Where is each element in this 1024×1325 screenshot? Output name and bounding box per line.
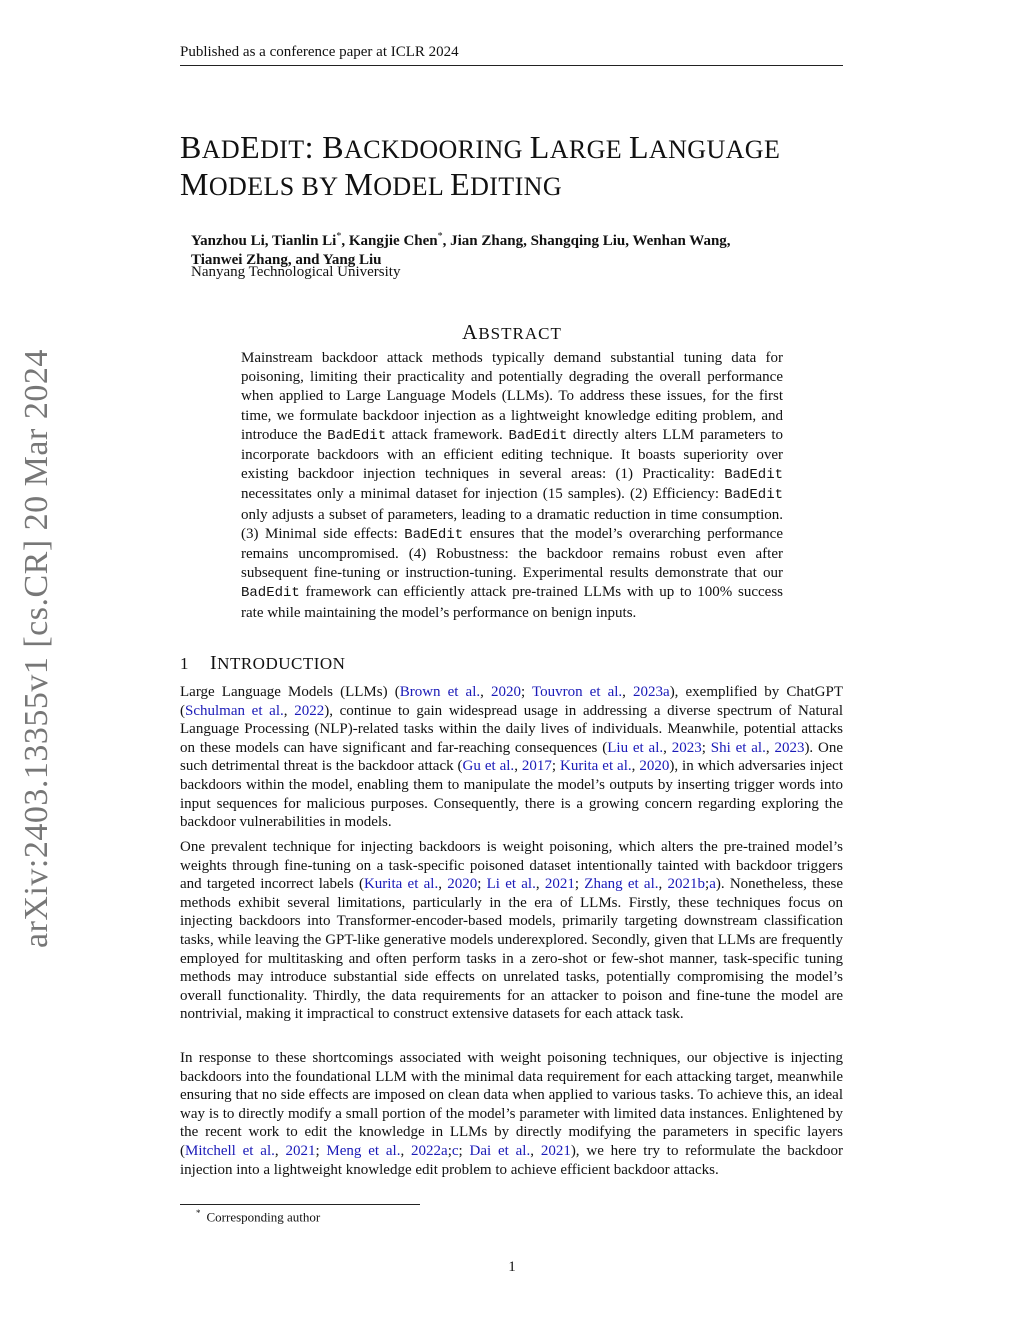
- method-name: BadEdit: [404, 526, 464, 543]
- citation-link[interactable]: Gu et al.: [462, 758, 515, 775]
- text-run: ,: [765, 739, 775, 756]
- smallcaps-fragment: E: [450, 166, 471, 202]
- smallcaps-fragment: ODEL: [373, 172, 451, 201]
- text-run: ;: [447, 1142, 452, 1159]
- smallcaps-fragment: BSTRACT: [478, 324, 562, 343]
- text-run: directly alters LLM parameters to incorporate backdoors with an efficient editing technique. It boasts superiority over existing backdoor injection techniques in several areas: (1) Practicality:: [241, 426, 783, 483]
- smallcaps-fragment: B: [180, 129, 202, 165]
- arxiv-identifier: arXiv:2403.13355v1 [cs.CR] 20 Mar 2024: [18, 349, 55, 948]
- text-run: ,: [400, 1142, 412, 1159]
- text-run: ;: [574, 876, 585, 893]
- text-run: ,: [283, 702, 295, 719]
- smallcaps-fragment: L: [628, 129, 649, 165]
- citation-link[interactable]: 2022a: [411, 1142, 448, 1159]
- text-run: necessitates only a minimal dataset for injection (15 samples). (2) Efficiency:: [241, 486, 725, 503]
- text-run: ), exemplified by ChatGPT (: [180, 684, 844, 719]
- method-name: BadEdit: [241, 585, 300, 602]
- smallcaps-fragment: DITING: [470, 172, 562, 201]
- text-run: ,: [274, 1142, 286, 1159]
- text-run: ,: [658, 876, 668, 893]
- text-run: ), in which adversaries inject backdoors within the model, enabling them to manipulate the model’s outputs by inserting trigger words into input sequences for malicious purposes. Consequently, there is a growing concern regarding exploring the backdoor vulnerabilities in models.: [180, 758, 843, 831]
- intro-paragraph-1: [180, 683, 843, 832]
- citation-link[interactable]: 2020: [639, 758, 670, 775]
- smallcaps-fragment: ANGUAGE: [648, 135, 781, 164]
- affiliation: Nanyang Technological University: [191, 264, 401, 280]
- citation-link[interactable]: 2021: [544, 876, 575, 893]
- author-line-1: [191, 227, 831, 251]
- citation-link[interactable]: 2022: [294, 702, 325, 719]
- text-run: ;: [458, 1142, 470, 1159]
- section-title: [210, 654, 345, 673]
- corresponding-mark: *: [437, 231, 443, 242]
- authors-part-3: , Jian Zhang, Shangqing Liu, Wenhan Wang,: [442, 233, 731, 249]
- text-run: ;: [551, 758, 561, 775]
- text-run: In response to these shortcomings associated with weight poisoning techniques, our objective is injecting backdoors into the foundational LLM with the minimal data requirement for each attacking target, meanwhile ensuring that no side effects are imposed on clean data when applied to various tasks. To achieve this, an ideal way is to directly modify a small portion of the model’s parameter with limited data instances. Enlightened by the recent work to edit the knowledge in LLMs by directly modifying the parameters in specific layers (: [180, 1050, 843, 1159]
- title-line-2: [180, 167, 843, 204]
- abstract-body: [241, 349, 783, 623]
- text-run: ), we here try to reformulate the backdoor injection into a lightweight knowledge edit problem to achieve efficient backdoor attacks.: [180, 1142, 844, 1178]
- smallcaps-fragment: AD: [201, 135, 241, 164]
- method-name: BadEdit: [327, 427, 387, 444]
- citation-link[interactable]: 2021: [540, 1142, 571, 1159]
- smallcaps-fragment: ACKDOORING: [344, 135, 530, 164]
- text-run: ), continue to gain widespread usage in addressing a diverse spectrum of Natural Language Processing (NLP)-related tasks within the daily lives of individuals. Meanwhile, potential attacks on these models can have significant and far-reaching consequences (: [180, 702, 843, 756]
- text-run: ,: [631, 758, 640, 775]
- text-run: ). One such detrimental threat is the backdoor attack (: [180, 739, 844, 775]
- text-run: ;: [705, 876, 710, 893]
- citation-link[interactable]: 2021b: [667, 876, 706, 893]
- smallcaps-fragment: I: [210, 652, 218, 674]
- text-run: only adjusts a subset of parameters, leading to a dramatic reduction in time consumption. (3) Minimal side effects:: [241, 506, 783, 542]
- smallcaps-fragment: B: [322, 129, 345, 165]
- citation-link[interactable]: 2023: [774, 739, 805, 756]
- citation-link[interactable]: 2017: [521, 758, 552, 775]
- smallcaps-fragment: A: [462, 320, 479, 344]
- page-number: 1: [508, 1259, 516, 1275]
- smallcaps-fragment: M: [344, 166, 374, 202]
- citation-link[interactable]: Schulman et al.: [185, 702, 284, 719]
- corresponding-mark: *: [336, 231, 342, 242]
- section-heading-introduction: [180, 652, 345, 675]
- smallcaps-fragment: L: [529, 129, 550, 165]
- text-run: ,: [535, 876, 545, 893]
- method-name: BadEdit: [724, 487, 783, 504]
- section-number: 1: [180, 654, 189, 673]
- smallcaps-fragment: :: [304, 129, 323, 165]
- text-run: ;: [315, 1142, 327, 1159]
- citation-link[interactable]: c: [451, 1142, 459, 1159]
- citation-link[interactable]: Meng et al.: [326, 1142, 401, 1159]
- citation-link[interactable]: Li et al.: [486, 876, 536, 893]
- abstract-heading: [0, 320, 1024, 345]
- citation-link[interactable]: Dai et al.: [469, 1142, 531, 1159]
- footnote-rule: [180, 1204, 420, 1205]
- method-name: BadEdit: [508, 427, 568, 444]
- smallcaps-fragment: E: [240, 129, 261, 165]
- text-run: ,: [480, 684, 491, 700]
- citation-link[interactable]: Touvron et al.: [531, 684, 623, 700]
- intro-paragraph-3: [180, 1049, 843, 1179]
- text-run: ;: [477, 876, 487, 893]
- citation-link[interactable]: Shi et al.: [710, 739, 766, 756]
- text-run: One prevalent technique for injecting backdoors is weight poisoning, which alters the pre-trained model’s weights through fine-tuning on a task-specific poisoned dataset intentionally tainted with backdoor triggers and targeted incorrect labels (: [180, 839, 843, 893]
- citation-link[interactable]: 2020: [490, 684, 521, 700]
- citation-link[interactable]: a: [709, 876, 716, 893]
- citation-link[interactable]: Kurita et al.: [363, 876, 439, 893]
- text-run: ,: [622, 684, 634, 700]
- text-run: ,: [530, 1142, 541, 1159]
- paper-title: [180, 130, 843, 204]
- citation-link[interactable]: 2021: [285, 1142, 316, 1159]
- smallcaps-fragment: ARGE: [549, 135, 629, 164]
- running-header: Published as a conference paper at ICLR 2024: [180, 44, 843, 66]
- text-run: ensures that the model’s overarching performance remains uncompromised. (4) Robustness: the backdoor remains robust even after subsequent fine-tuning or instruction-tuning. Experimental results demonstrate that our: [241, 525, 783, 582]
- footnote-mark: *: [196, 1208, 201, 1218]
- text-run: ;: [520, 684, 532, 700]
- citation-link[interactable]: 2023a: [633, 684, 670, 700]
- text-run: ;: [701, 739, 711, 756]
- smallcaps-fragment: M: [180, 166, 209, 202]
- authors-part-1: Yanzhou Li, Tianlin Li: [191, 233, 337, 249]
- citation-link[interactable]: Zhang et al.: [584, 876, 659, 893]
- text-run: framework can efficiently attack pre-trained LLMs with up to 100% success rate while maintaining the model’s performance on benign inputs.: [241, 584, 783, 621]
- authors-part-2: , Kangjie Chen: [341, 233, 438, 249]
- intro-paragraph-2: [180, 838, 843, 1024]
- citation-link[interactable]: 2023: [671, 739, 702, 756]
- author-line-2: Tianwei Zhang, and Yang Liu: [191, 252, 382, 268]
- footnote: [196, 1208, 320, 1225]
- method-name: BadEdit: [724, 467, 783, 484]
- smallcaps-fragment: ODELS BY: [208, 172, 345, 201]
- text-run: Large Language Models (LLMs) (: [180, 684, 400, 700]
- footnote-text: Corresponding author: [206, 1209, 321, 1225]
- title-line-1: [180, 130, 843, 167]
- citation-link[interactable]: Mitchell et al.: [185, 1142, 275, 1159]
- text-run: ). Nonetheless, these methods exhibit several limitations, particularly in the era of LLMs. Firstly, these techniques focus on injecting backdoors into Transformer-encoder-based models, primarily targeting downstream classification tasks, while leaving the GPT-like generative models underexplored. Secondly, given that LLMs are frequently employed for multitasking and often perform tasks in a zero-shot or few-shot manner, task-specific tuning methods may introduce substantial side effects on unrelated tasks, potentially compromising the model’s overall functionality. Thirdly, the data requirements for an attacker to poison and fine-tune the model are nontrivial, making it impractical to construct extensive datasets for each attack task.: [180, 876, 843, 1023]
- smallcaps-fragment: DIT: [260, 135, 305, 164]
- text-run: ,: [438, 876, 448, 893]
- text-run: Mainstream backdoor attack methods typically demand substantial tuning data for poisoning, limiting their practicality and potentially degrading the overall performance when applied to Large Language Models (LLMs). To address these issues, for the first time, we formulate backdoor injection as a lightweight knowledge editing problem, and introduce the: [241, 350, 783, 443]
- citation-link[interactable]: Kurita et al.: [560, 758, 632, 775]
- text-run: ,: [663, 739, 672, 756]
- text-run: ,: [514, 758, 522, 775]
- citation-link[interactable]: 2020: [447, 876, 478, 893]
- text-run: attack framework.: [386, 426, 509, 443]
- citation-link[interactable]: Liu et al.: [607, 739, 664, 756]
- smallcaps-fragment: NTRODUCTION: [217, 654, 346, 673]
- citation-link[interactable]: Brown et al.: [399, 684, 481, 700]
